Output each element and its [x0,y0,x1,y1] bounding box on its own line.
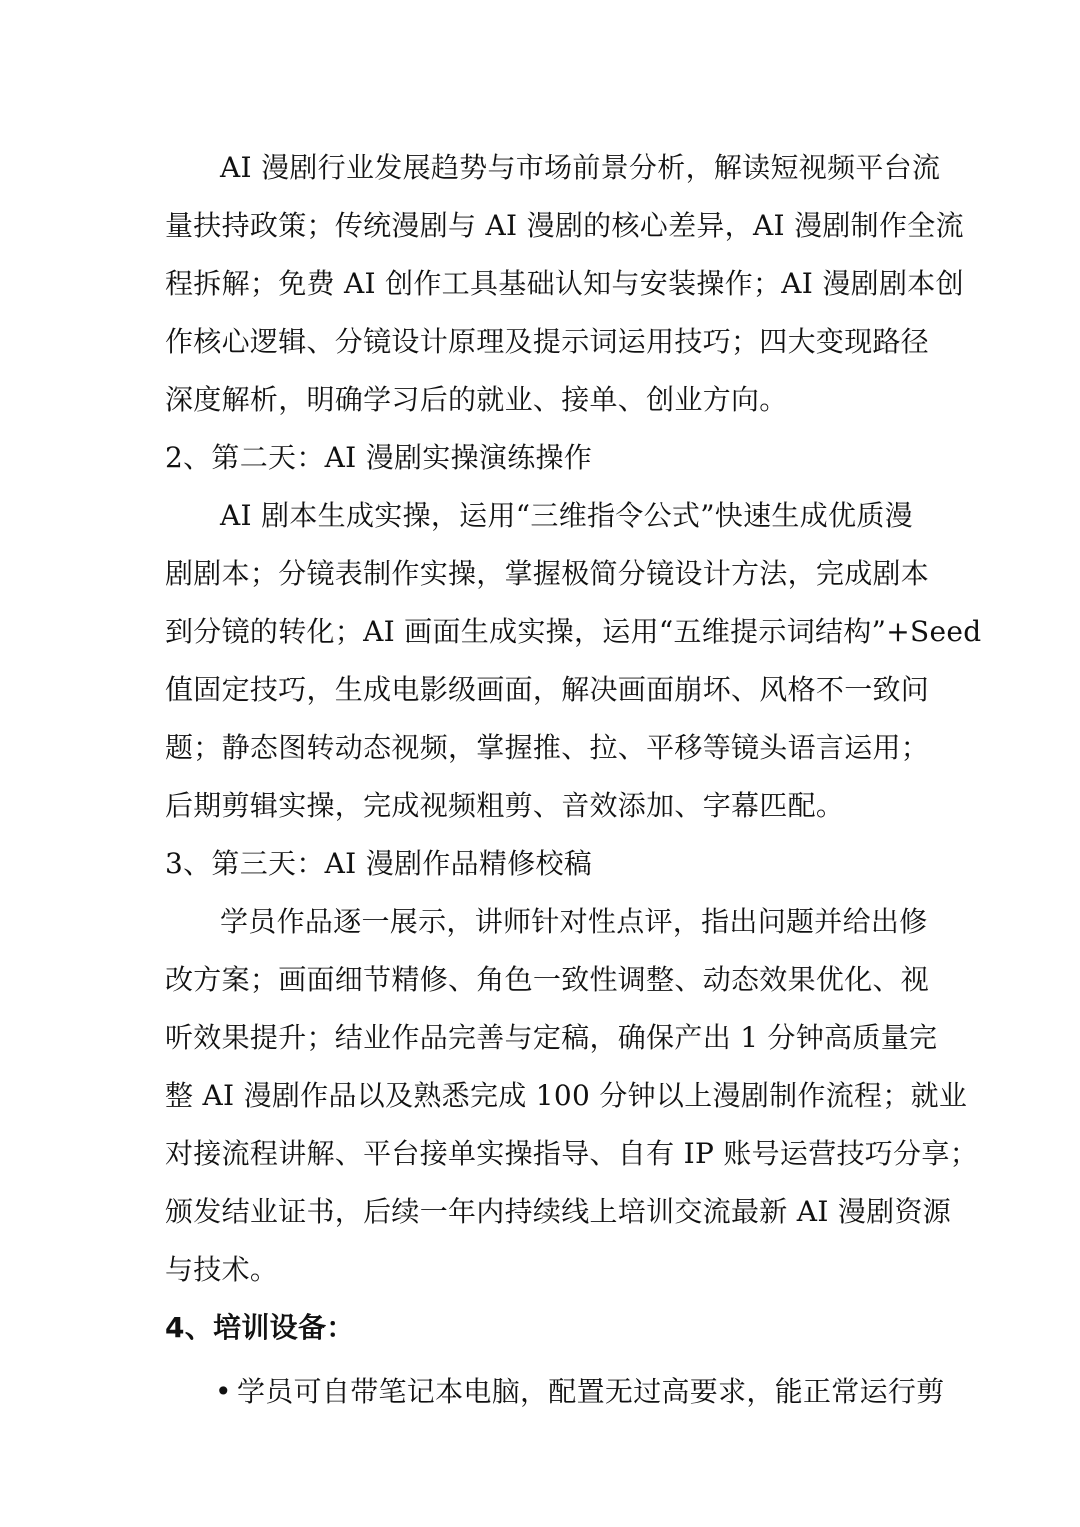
bullet-item-1 [215,1376,945,1412]
paragraph-1-line-5: 深度解析，明确学习后的就业、接单、创业方向。 [165,383,788,416]
paragraph-3-line-5: 对接流程讲解、平台接单实操指导、自有 IP 账号运营技巧分享； [165,1137,979,1170]
paragraph-3-line-4: 整 AI 漫剧作品以及熟悉完成 100 分钟以上漫剧制作流程；就业 [165,1079,968,1112]
section-heading-day-2: 2、第二天：AI 漫剧实操演练操作 [165,441,593,474]
section-heading-day-3: 3、第三天：AI 漫剧作品精修校稿 [165,847,593,880]
paragraph-3-line-2: 改方案；画面细节精修、角色一致性调整、动态效果优化、视 [165,963,930,996]
paragraph-2-line-2: 剧剧本；分镜表制作实操，掌握极简分镜设计方法，完成剧本 [165,557,930,590]
paragraph-2-line-4: 值固定技巧，生成电影级画面，解决画面崩坏、风格不一致问 [165,673,930,706]
paragraph-1-line-2: 量扶持政策；传统漫剧与 AI 漫剧的核心差异，AI 漫剧制作全流 [165,209,964,242]
paragraph-1-line-3: 程拆解；免费 AI 创作工具基础认知与安装操作；AI 漫剧剧本创 [165,267,964,300]
paragraph-1-line-1: AI 漫剧行业发展趋势与市场前景分析，解读短视频平台流 [220,151,941,184]
paragraph-2-line-3: 到分镜的转化；AI 画面生成实操，运用“五维提示词结构”+Seed [165,615,982,648]
paragraph-3-line-3: 听效果提升；结业作品完善与定稿，确保产出 1 分钟高质量完 [165,1021,938,1054]
paragraph-3-line-6: 颁发结业证书，后续一年内持续线上培训交流最新 AI 漫剧资源 [165,1195,952,1228]
paragraph-2-line-6: 后期剪辑实操，完成视频粗剪、音效添加、字幕匹配。 [165,789,845,822]
bullet-dot-icon: • [215,1375,232,1408]
bullet-item-1-text: 学员可自带笔记本电脑，配置无过高要求，能正常运行剪 [237,1375,945,1408]
paragraph-1-line-4: 作核心逻辑、分镜设计原理及提示词运用技巧；四大变现路径 [165,325,930,358]
paragraph-3-line-1: 学员作品逐一展示，讲师针对性点评，指出问题并给出修 [220,905,928,938]
paragraph-2-line-1: AI 剧本生成实操，运用“三维指令公式”快速生成优质漫 [220,499,913,532]
paragraph-3-line-7: 与技术。 [165,1253,279,1286]
paragraph-2-line-5: 题；静态图转动态视频，掌握推、拉、平移等镜头语言运用； [165,731,930,764]
section-heading-equipment: 4、培训设备： [165,1311,355,1344]
